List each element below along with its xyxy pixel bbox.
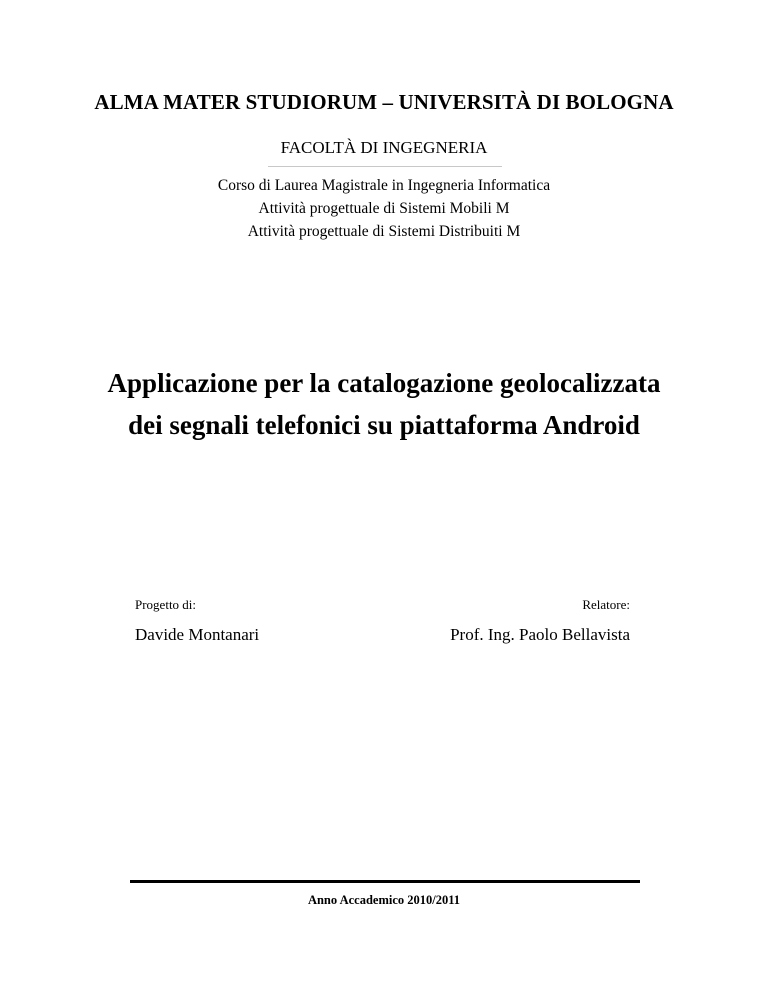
faculty-divider: [268, 166, 502, 167]
author-name: Davide Montanari: [135, 625, 260, 644]
title-line-1: Applicazione per la catalogazione geolocalizzata: [107, 368, 661, 398]
academic-year: Anno Accademico 2010/2011: [307, 893, 461, 907]
university-name: ALMA MATER STUDIORUM – UNIVERSITÀ DI BOLOGNA: [94, 90, 674, 114]
document-title: [0, 362, 768, 446]
title-line-2: dei segnali telefonici su piattaforma Android: [128, 410, 640, 440]
degree-course-line: Corso di Laurea Magistrale in Ingegneria Informatica: [217, 177, 551, 194]
faculty-name: FACOLTÀ DI INGEGNERIA: [280, 138, 488, 157]
supervisor-label: Relatore:: [582, 597, 630, 612]
supervisor-name: Prof. Ing. Paolo Bellavista: [450, 625, 630, 644]
footer-divider: [130, 880, 640, 883]
project-label: Progetto di:: [135, 597, 197, 612]
course-info: [0, 174, 768, 243]
mobile-systems-line: Attività progettuale di Sistemi Mobili M: [258, 200, 510, 217]
distributed-systems-line: Attività progettuale di Sistemi Distribuiti M: [247, 223, 521, 240]
